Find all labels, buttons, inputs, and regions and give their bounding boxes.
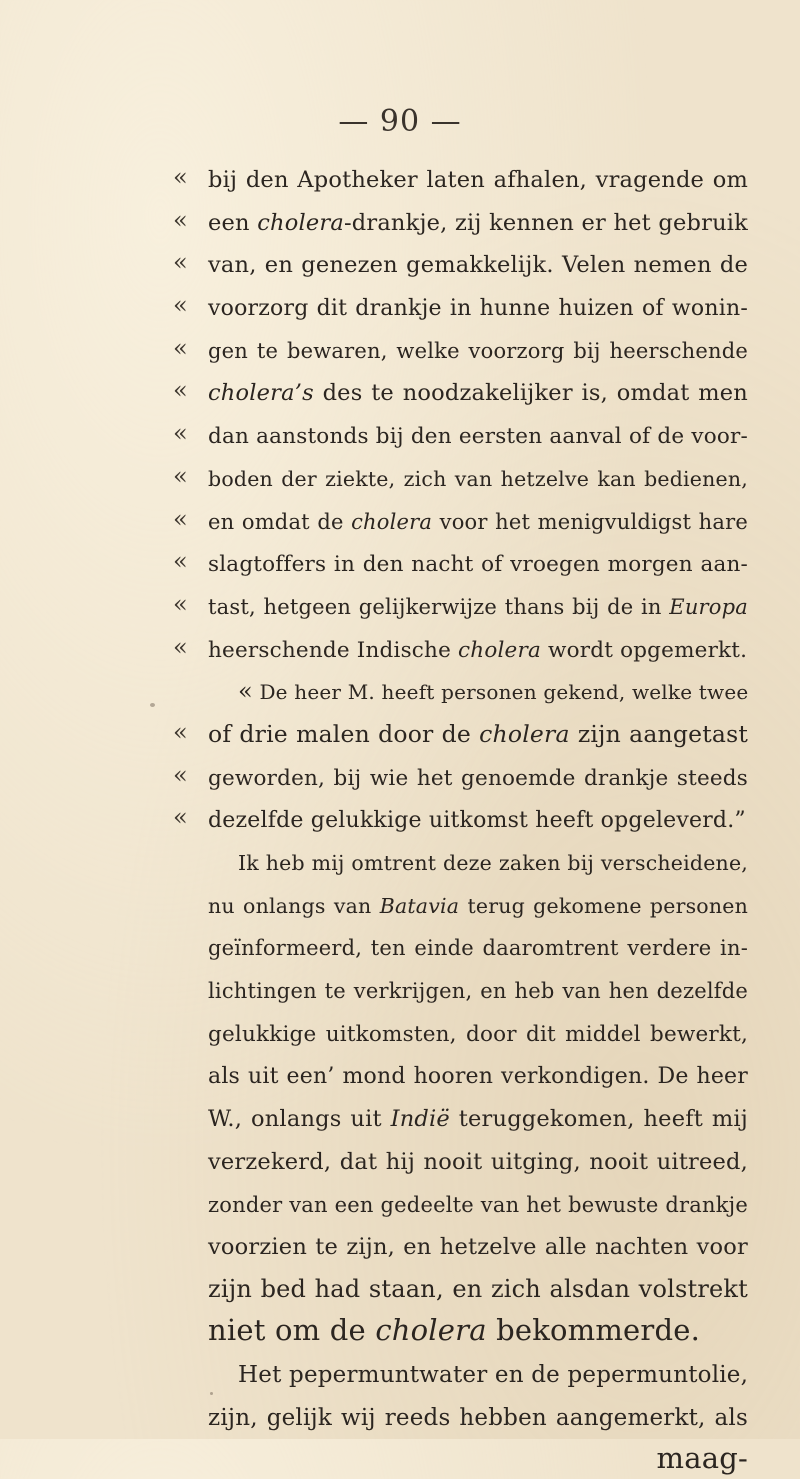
text-segment: verzekerd, dat hij nooit uitging, nooit uitreed,	[208, 1148, 748, 1175]
italic-word: cholera’s	[208, 380, 314, 407]
line-text	[208, 1275, 748, 1303]
text-line	[208, 882, 748, 925]
text-line	[208, 1309, 748, 1352]
line-text	[208, 1313, 700, 1347]
text-line	[208, 1394, 748, 1437]
text-segment: -drankje, zij kennen er het gebruik	[343, 209, 749, 236]
italic-word: Indië	[390, 1106, 450, 1133]
text-segment: een	[208, 209, 258, 236]
line-text	[208, 979, 748, 1003]
text-line	[173, 241, 748, 284]
italic-word: Europa	[669, 594, 748, 619]
line-text	[208, 1405, 748, 1431]
text-segment: gelukkige uitkomsten, door dit middel bewerkt,	[208, 1021, 748, 1047]
text-segment: wordt opgemerkt.	[540, 637, 748, 663]
text-segment: dezelfde gelukkige uitkomst heeft opgeleverd.”	[208, 808, 746, 834]
line-text	[208, 510, 748, 534]
text-line	[173, 498, 748, 541]
text-segment: als uit een’ mond hooren verkondigen. De heer	[208, 1064, 748, 1090]
italic-word: cholera	[375, 1312, 487, 1347]
line-text	[208, 766, 748, 791]
text-line	[173, 455, 748, 498]
line-text	[208, 638, 747, 663]
text-segment: nu onlangs van	[208, 893, 380, 918]
text-segment: terug gekomene personen	[459, 893, 748, 918]
text-line	[173, 583, 748, 626]
italic-word: cholera	[257, 209, 344, 236]
line-text	[208, 210, 748, 236]
line-text	[208, 1022, 748, 1047]
text-segment: zijn aangetast	[569, 719, 749, 748]
text-line	[208, 967, 748, 1010]
text-segment: bekommerde.	[486, 1312, 701, 1347]
body-text	[173, 156, 749, 1479]
quote-mark: «	[173, 291, 188, 320]
text-segment: De heer M. heeft personen gekend, welke twee	[252, 680, 749, 705]
text-segment: W., onlangs uit	[208, 1106, 391, 1133]
quote-mark: «	[173, 248, 188, 277]
ink-speck	[150, 703, 155, 707]
text-segment: niet om de	[208, 1312, 376, 1347]
text-segment: Ik heb mij omtrent deze zaken bij verscheidene,	[238, 851, 748, 875]
text-segment: teruggekomen, heeft mij	[449, 1106, 748, 1133]
quote-mark: «	[173, 333, 188, 362]
line-text	[208, 936, 748, 960]
text-segment: bij den Apotheker laten afhalen, vragende om	[208, 167, 748, 193]
text-segment: en omdat de	[208, 509, 352, 534]
text-segment: lichtingen te verkrijgen, en heb van hen dezelfde	[208, 979, 748, 1004]
text-segment: tast, hetgeen gelijkerwijze thans bij de in	[208, 594, 670, 619]
quote-mark: «	[173, 376, 188, 405]
text-line	[208, 668, 748, 711]
text-segment: voorzorg dit drankje in hunne huizen of wonin-	[208, 296, 748, 322]
text-line	[208, 1181, 748, 1224]
text-segment: voor het menigvuldigst hare	[432, 509, 748, 534]
text-line	[208, 839, 748, 882]
quote-mark: «	[173, 717, 188, 746]
quote-mark: «	[173, 205, 188, 234]
text-line	[173, 711, 749, 754]
text-line	[208, 1351, 748, 1394]
quote-mark: «	[238, 677, 253, 706]
text-segment: gen te bewaren, welke voorzorg bij heerschende	[208, 338, 748, 363]
line-text	[208, 1064, 748, 1089]
text-segment: Het pepermuntwater en de pepermuntolie,	[238, 1362, 749, 1389]
text-segment: heerschende Indische	[208, 637, 459, 663]
text-line	[208, 1223, 748, 1266]
quote-mark: «	[173, 589, 188, 618]
text-line	[173, 327, 748, 370]
text-line	[208, 1266, 748, 1309]
text-line	[173, 754, 748, 797]
ink-speck	[210, 1392, 213, 1395]
line-text	[208, 1149, 748, 1175]
text-segment: zijn, gelijk wij reeds hebben aangemerkt, als	[208, 1404, 748, 1431]
text-line	[173, 199, 749, 242]
italic-word: cholera	[458, 637, 541, 663]
italic-word: cholera	[351, 509, 433, 534]
line-text	[208, 424, 748, 449]
text-segment: slagtoffers in den nacht of vroegen morgen aan-	[208, 552, 748, 578]
italic-word: cholera	[479, 719, 570, 748]
text-line	[208, 1010, 748, 1053]
italic-word: Batavia	[379, 893, 460, 918]
text-segment: van, en genezen gemakkelijk. Velen nemen de	[208, 252, 748, 279]
text-line	[208, 1052, 748, 1095]
line-text	[208, 1234, 748, 1260]
quote-mark: «	[173, 163, 188, 191]
text-segment: geïnformeerd, ten einde daaromtrent verdere in-	[208, 936, 748, 961]
text-line	[208, 1095, 748, 1138]
quote-mark: «	[173, 632, 188, 661]
line-text	[208, 552, 748, 577]
line-text	[238, 851, 748, 875]
text-segment: dan aanstonds bij den eersten aanval of de voor-	[208, 424, 748, 450]
text-line	[173, 540, 748, 583]
line-text	[208, 720, 748, 748]
line-text	[208, 296, 748, 321]
text-line	[173, 369, 748, 412]
quote-mark: «	[173, 461, 188, 490]
text-line	[208, 1138, 748, 1181]
line-text	[208, 339, 748, 363]
line-text	[208, 380, 748, 406]
line-text	[208, 1106, 748, 1132]
line-text	[208, 595, 748, 619]
line-text	[238, 1362, 748, 1388]
text-line	[173, 796, 748, 839]
text-line	[173, 284, 748, 327]
line-text	[208, 167, 748, 193]
catchword: maag-	[656, 1440, 748, 1475]
line-text	[208, 252, 748, 278]
quote-mark: «	[173, 760, 188, 789]
line-text	[208, 808, 746, 833]
line-text	[208, 1193, 748, 1217]
text-line	[173, 156, 748, 199]
text-segment: zonder van een gedeelte van het bewuste drankje	[208, 1192, 748, 1217]
quote-mark: «	[173, 547, 188, 576]
text-segment: of drie malen door de	[208, 719, 480, 748]
line-text	[208, 894, 748, 918]
page-number: — 90 —	[338, 104, 462, 139]
quote-mark: «	[173, 419, 188, 448]
text-segment: boden der ziekte, zich van hetzelve kan bedienen,	[208, 466, 748, 491]
text-line	[208, 924, 748, 967]
line-text	[238, 677, 749, 706]
text-line	[173, 412, 748, 455]
text-line	[173, 626, 748, 669]
line-text	[208, 467, 748, 491]
text-segment: voorzien te zijn, en hetzelve alle nachten voor	[208, 1234, 748, 1261]
quote-mark: «	[173, 803, 188, 832]
quote-mark: «	[173, 504, 188, 533]
text-segment: zijn bed had staan, en zich alsdan volstrekt	[208, 1274, 748, 1303]
text-segment: geworden, bij wie het genoemde drankje steeds	[208, 765, 748, 791]
text-segment: des te noodzakelijker is, omdat men	[313, 380, 748, 407]
